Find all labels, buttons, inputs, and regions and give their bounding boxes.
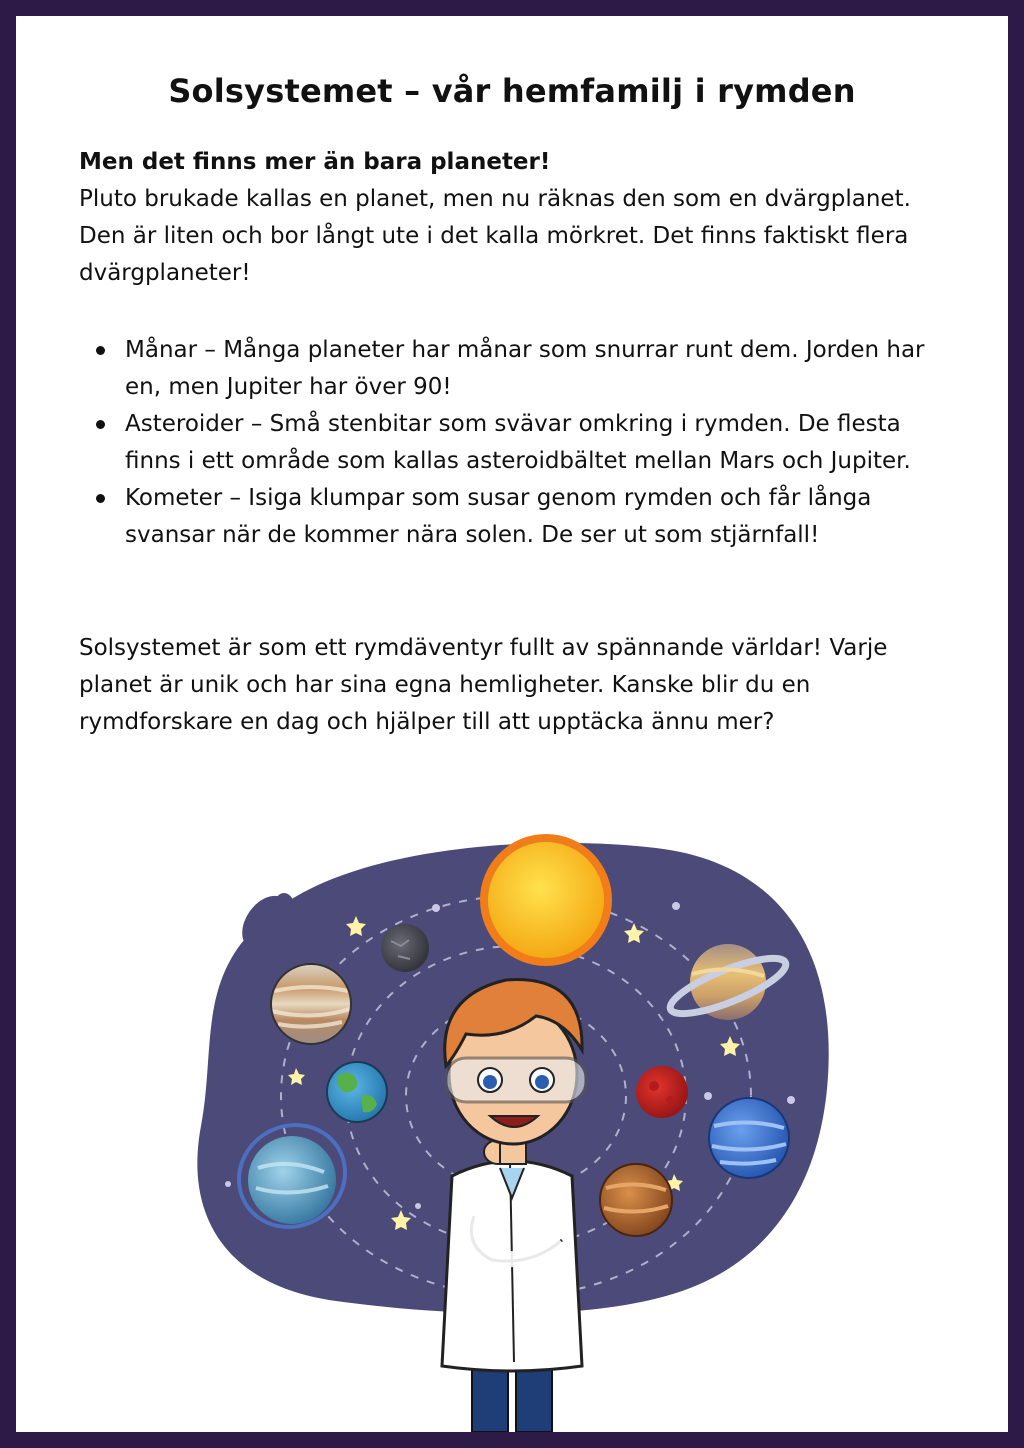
jupiter-icon: [271, 964, 351, 1044]
venus-icon: [600, 1164, 672, 1236]
bullet-text: Månar – Många planeter har månar som snurrar runt dem. Jorden har en, men Jupiter har över 90!: [125, 337, 925, 400]
bullet-dot-icon: [96, 494, 105, 503]
document-page: [16, 16, 1008, 1432]
neptune-icon: [709, 1098, 789, 1178]
intro-lead: Men det finns mer än bara planeter!: [79, 149, 551, 175]
intro-section: [79, 144, 949, 292]
bullet-item-asteroids: [79, 406, 949, 480]
bullet-item-moons: [79, 332, 949, 406]
closing-paragraph: Solsystemet är som ett rymdäventyr fullt av spännande världar! Varje planet är unik och har sina egna hemligheter. Kanske blir du en rymdforskare en dag och hjälper till att upptäcka ännu mer?: [79, 635, 888, 735]
scientist-character: [442, 980, 586, 1432]
bullet-dot-icon: [96, 420, 105, 429]
scientist-solar-system-svg: [16, 796, 1008, 1432]
earth-icon: [327, 1062, 387, 1122]
mercury-icon: [381, 924, 429, 972]
intro-paragraph: Pluto brukade kallas en planet, men nu räknas den som en dvärgplanet. Den är liten och bor långt ute i det kalla mörkret. Det finns faktiskt flera dvärgplaneter!: [79, 186, 911, 286]
blob-drop-small: [274, 893, 294, 919]
bullet-item-comets: [79, 480, 949, 554]
bullet-dot-icon: [96, 346, 105, 355]
mars-icon: [636, 1066, 688, 1118]
bullet-list: [79, 332, 949, 554]
scientist-illustration: [16, 796, 1008, 1432]
page-title: Solsystemet – vår hemfamilj i rymden: [168, 72, 856, 110]
sun-icon: [480, 834, 612, 966]
bullet-text: Kometer – Isiga klumpar som susar genom rymden och får långa svansar när de kommer nära solen. De ser ut som stjärnfall!: [125, 485, 872, 548]
bullet-text: Asteroider – Små stenbitar som svävar omkring i rymden. De flesta finns i ett område som kallas asteroidbältet mellan Mars och Jupiter.: [125, 411, 911, 474]
